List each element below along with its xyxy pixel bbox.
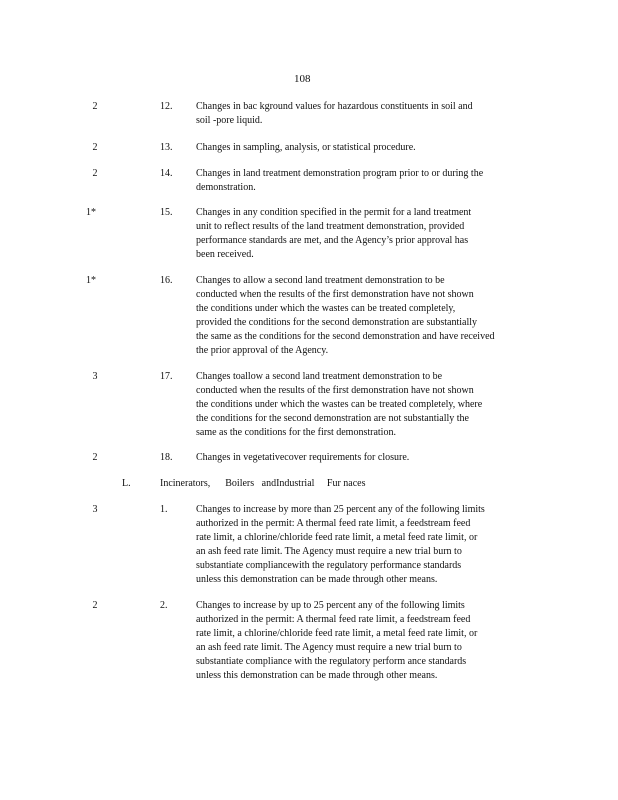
permit-class: 1*	[86, 275, 96, 286]
text-line: Changes to increase by more than 25 percent any of the following limits	[196, 504, 485, 515]
item-text	[196, 206, 542, 262]
text-line: Changes in any condition specified in the permit for a land treatment	[196, 207, 472, 218]
permit-class: 3	[92, 371, 98, 382]
section-title: Incinerators, Boilers andIndustrial Fur naces	[160, 478, 366, 489]
text-line: rate limit, a chlorine/chloride feed rate limit, a metal feed rate limit, or	[196, 532, 478, 543]
item-number: 17.	[160, 371, 173, 382]
permit-class: 2	[92, 168, 98, 179]
item-number: 15.	[160, 207, 173, 218]
item-text	[196, 370, 542, 440]
text-line: substantiate compliance with the regulatory perform ance standards	[196, 656, 467, 667]
text-line: Changes in sampling, analysis, or statistical procedure.	[196, 142, 416, 153]
text-line: been received.	[196, 249, 254, 260]
text-line: unless this demonstration can be made through other means.	[196, 574, 438, 585]
permit-class: 3	[92, 504, 98, 515]
section-letter: L.	[122, 478, 131, 489]
text-line: the conditions for the second demonstration are not substantially the	[196, 413, 469, 424]
permit-class: 2	[92, 142, 98, 153]
text-line: same as the conditions for the first demonstration.	[196, 427, 396, 438]
item-number: 12.	[160, 101, 173, 112]
permit-class: 2	[92, 600, 98, 611]
text-line: Changes in bac kground values for hazardous constituents in soil and	[196, 101, 473, 112]
page-number: 108	[294, 73, 311, 85]
text-line: Changes in vegetativecover requirements for closure.	[196, 452, 410, 463]
text-line: demonstration.	[196, 182, 256, 193]
item-number: 18.	[160, 452, 173, 463]
text-line: Changes to increase by up to 25 percent any of the following limits	[196, 600, 465, 611]
text-line: unit to reflect results of the land treatment demonstration, provided	[196, 221, 465, 232]
text-line: Changes to allow a second land treatment demonstration to be	[196, 275, 445, 286]
text-line: conducted when the results of the first demonstration have not shown	[196, 289, 474, 300]
item-number: 13.	[160, 142, 173, 153]
text-line: an ash feed rate limit. The Agency must require a new trial burn to	[196, 546, 462, 557]
text-line: the conditions under which the wastes can be treated completely, where	[196, 399, 483, 410]
item-text	[196, 100, 542, 128]
text-line: an ash feed rate limit. The Agency must require a new trial burn to	[196, 642, 462, 653]
item-text	[196, 274, 542, 358]
item-number: 2.	[160, 600, 168, 611]
item-text	[196, 451, 542, 465]
item-text	[196, 167, 542, 195]
text-line: unless this demonstration can be made through other means.	[196, 670, 438, 681]
text-line: rate limit, a chlorine/chloride feed rate limit, a metal feed rate limit, or	[196, 628, 478, 639]
text-line: conducted when the results of the first demonstration have not shown	[196, 385, 474, 396]
item-text	[196, 599, 542, 683]
text-line: the prior approval of the Agency.	[196, 345, 329, 356]
text-line: authorized in the permit: A thermal feed rate limit, a feedstream feed	[196, 518, 471, 529]
text-line: substantiate compliancewith the regulatory performance standards	[196, 560, 462, 571]
item-number: 16.	[160, 275, 173, 286]
text-line: soil -pore liquid.	[196, 115, 263, 126]
text-line: performance standards are met, and the Agency’s prior approval has	[196, 235, 469, 246]
item-text	[196, 503, 542, 587]
text-line: the conditions under which the wastes can be treated completely,	[196, 303, 456, 314]
permit-class: 2	[92, 452, 98, 463]
item-text	[196, 141, 542, 155]
permit-class: 1*	[86, 207, 96, 218]
text-line: authorized in the permit: A thermal feed rate limit, a feedstream feed	[196, 614, 471, 625]
item-number: 14.	[160, 168, 173, 179]
permit-class: 2	[92, 101, 98, 112]
text-line: provided the conditions for the second demonstration are substantially	[196, 317, 478, 328]
text-line: the same as the conditions for the second demonstration and have received	[196, 331, 495, 342]
item-number: 1.	[160, 504, 168, 515]
text-line: Changes in land treatment demonstration program prior to or during the	[196, 168, 484, 179]
text-line: Changes toallow a second land treatment demonstration to be	[196, 371, 443, 382]
